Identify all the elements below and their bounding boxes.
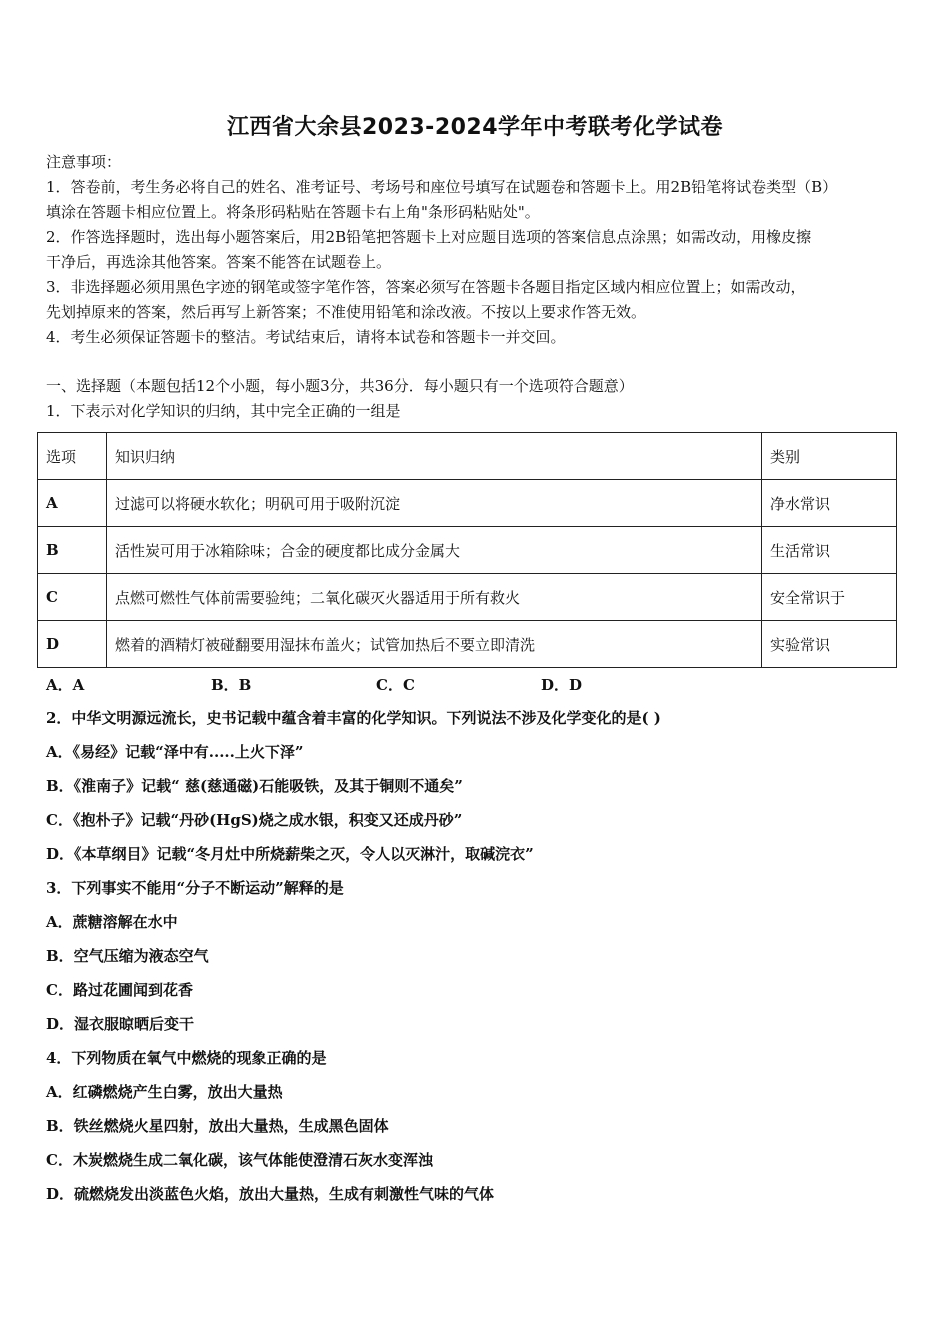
notice-line: 2．作答选择题时，选出每小题答案后，用2B铅笔把答题卡上对应题目选项的答案信息点涂黑；如需改动，用橡皮擦 xyxy=(46,228,812,246)
question-4-option-b: B．铁丝燃烧火星四射，放出大量热，生成黑色固体 xyxy=(46,1117,389,1135)
table-row xyxy=(38,527,897,574)
table-cell: 点燃可燃性气体前需要验纯；二氧化碳灭火器适用于所有救火 xyxy=(107,574,762,621)
question-4-option-c: C．木炭燃烧生成二氧化碳，该气体能使澄清石灰水变浑浊 xyxy=(46,1151,433,1169)
question-3-option-b: B．空气压缩为液态空气 xyxy=(46,947,209,965)
table-cell: 生活常识 xyxy=(762,527,897,574)
table-header-cell: 知识归纳 xyxy=(107,433,762,480)
question-1-stem: 1．下表示对化学知识的归纳，其中完全正确的一组是 xyxy=(46,402,401,420)
table-cell: A xyxy=(38,480,107,527)
table-cell: C xyxy=(38,574,107,621)
question-2-option-c: C．《抱朴子》记载“丹砂(HgS)烧之成水银，积变又还成丹砂” xyxy=(46,811,463,829)
choice-d: D．D xyxy=(541,676,583,694)
question-3-option-a: A．蔗糖溶解在水中 xyxy=(46,913,178,931)
table-row xyxy=(38,574,897,621)
table-row xyxy=(38,621,897,668)
table-cell: D xyxy=(38,621,107,668)
question-3-stem: 3．下列事实不能用“分子不断运动”解释的是 xyxy=(46,879,344,897)
table-header-cell: 选项 xyxy=(38,433,107,480)
notice-line: 3．非选择题必须用黑色字迹的钢笔或签字笔作答，答案必须写在答题卡各题目指定区域内相应位置上；如需改动， xyxy=(46,278,806,296)
choice-b: B．B xyxy=(211,676,252,694)
question-3-option-d: D．湿衣服晾晒后变干 xyxy=(46,1015,195,1033)
page-title: 江西省大余县2023-2024学年中考联考化学试卷 xyxy=(226,115,724,140)
question-2-option-b: B．《淮南子》记载“ 慈(慈通磁)石能吸铁，及其于铜则不通矣” xyxy=(46,777,463,795)
table-cell: 燃着的酒精灯被碰翻要用湿抹布盖火；试管加热后不要立即清洗 xyxy=(107,621,762,668)
table-cell: 活性炭可用于冰箱除味；合金的硬度都比成分金属大 xyxy=(107,527,762,574)
section-heading: 一、选择题（本题包括12个小题，每小题3分，共36分．每小题只有一个选项符合题意） xyxy=(46,377,634,395)
question-1-choices xyxy=(46,674,916,695)
knowledge-table xyxy=(37,432,897,668)
choice-a: A．A xyxy=(46,676,85,694)
table-header-cell: 类别 xyxy=(762,433,897,480)
notice-line: 先划掉原来的答案，然后再写上新答案；不准使用铅笔和涂改液。不按以上要求作答无效。 xyxy=(46,303,647,321)
question-4-option-a: A．红磷燃烧产生白雾，放出大量热 xyxy=(46,1083,283,1101)
notice-line: 干净后，再选涂其他答案。答案不能答在试题卷上。 xyxy=(46,253,392,271)
table-cell: 安全常识于 xyxy=(762,574,897,621)
question-2-option-d: D．《本草纲目》记载“冬月灶中所烧薪柴之灭，令人以灭淋汁，取碱浣衣” xyxy=(46,845,534,863)
table-cell: 过滤可以将硬水软化；明矾可用于吸附沉淀 xyxy=(107,480,762,527)
table-cell: B xyxy=(38,527,107,574)
question-2-stem: 2．中华文明源远流长，史书记载中蕴含着丰富的化学知识。下列说法不涉及化学变化的是( ) xyxy=(46,709,661,727)
question-4-option-d: D．硫燃烧发出淡蓝色火焰，放出大量热，生成有刺激性气味的气体 xyxy=(46,1185,495,1203)
notice-line: 填涂在答题卡相应位置上。将条形码粘贴在答题卡右上角"条形码粘贴处"。 xyxy=(46,203,540,221)
question-4-stem: 4．下列物质在氧气中燃烧的现象正确的是 xyxy=(46,1049,327,1067)
question-3-option-c: C．路过花圃闻到花香 xyxy=(46,981,193,999)
notice-line: 4．考生必须保证答题卡的整洁。考试结束后，请将本试卷和答题卡一并交回。 xyxy=(46,328,566,346)
table-header-row xyxy=(38,433,897,480)
notice-line: 1．答卷前，考生务必将自己的姓名、准考证号、考场号和座位号填写在试题卷和答题卡上。用2B铅笔将试卷类型（B） xyxy=(46,178,838,196)
notice-heading: 注意事项： xyxy=(46,153,122,171)
table-cell: 实验常识 xyxy=(762,621,897,668)
choice-c: C．C xyxy=(376,676,415,694)
table-row xyxy=(38,480,897,527)
question-2-option-a: A．《易经》记载“泽中有.....上火下泽” xyxy=(46,743,304,761)
table-cell: 净水常识 xyxy=(762,480,897,527)
